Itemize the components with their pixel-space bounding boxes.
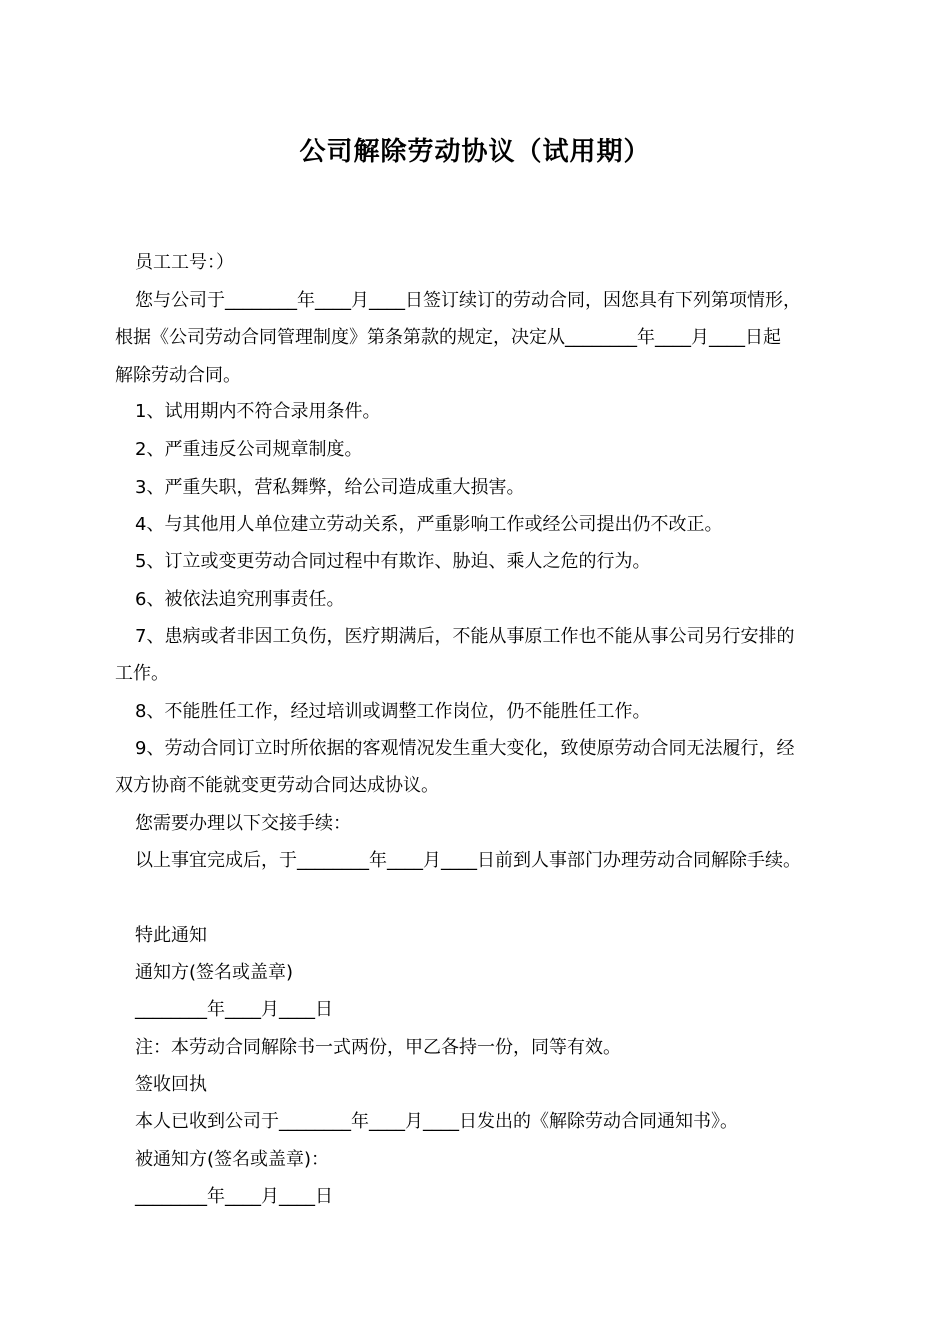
reason-item-4: 4、与其他用人单位建立劳动关系，严重影响工作或经公司提出仍不改正。 [135, 514, 723, 535]
deadline-line: 以上事宜完成后，于________年____月____日前到人事部门办理劳动合同解除手续。 [135, 850, 801, 871]
reason-item-2: 2、严重违反公司规章制度。 [135, 439, 363, 460]
notifier-signature-line: 通知方(签名或盖章) [135, 962, 294, 983]
intro-line-1: 您与公司于________年____月____日签订续订的劳动合同，因您具有下列第项情形， [135, 290, 801, 311]
intro-line-3: 解除劳动合同。 [115, 365, 241, 386]
reason-item-9: 9、劳动合同订立时所依据的客观情况发生重大变化，致使原劳动合同无法履行，经 [135, 738, 795, 759]
intro-line-2: 根据《公司劳动合同管理制度》第条第款的规定，决定从________年____月____日起 [115, 327, 781, 348]
document-title: 公司解除劳动协议（试用期） [299, 137, 651, 167]
reason-item-7: 7、患病或者非因工负伤，医疗期满后，不能从事原工作也不能从事公司另行安排的 [135, 626, 795, 647]
notice-line: 特此通知 [135, 925, 207, 946]
reason-item-3: 3、严重失职，营私舞弊，给公司造成重大损害。 [135, 477, 525, 498]
reason-item-8: 8、不能胜任工作，经过培训或调整工作岗位，仍不能胜任工作。 [135, 701, 651, 722]
notified-date-line: ________年____月____日 [135, 1186, 333, 1207]
receipt-text-line: 本人已收到公司于________年____月____日发出的《解除劳动合同通知书》。 [135, 1111, 738, 1132]
receipt-title: 签收回执 [135, 1074, 207, 1095]
notified-signature-line: 被通知方(签名或盖章)： [135, 1149, 330, 1170]
handover-line: 您需要办理以下交接手续： [135, 813, 351, 834]
note-line: 注：本劳动合同解除书一式两份，甲乙各持一份，同等有效。 [135, 1037, 621, 1058]
reason-item-6: 6、被依法追究刑事责任。 [135, 589, 345, 610]
reason-item-1: 1、试用期内不符合录用条件。 [135, 401, 381, 422]
reason-item-5: 5、订立或变更劳动合同过程中有欺诈、胁迫、乘人之危的行为。 [135, 551, 651, 572]
reason-item-9-continued: 双方协商不能就变更劳动合同达成协议。 [115, 775, 439, 796]
notifier-date-line: ________年____月____日 [135, 999, 333, 1020]
employee-number-line: 员工工号：） [135, 252, 234, 273]
reason-item-7-continued: 工作。 [115, 663, 169, 684]
